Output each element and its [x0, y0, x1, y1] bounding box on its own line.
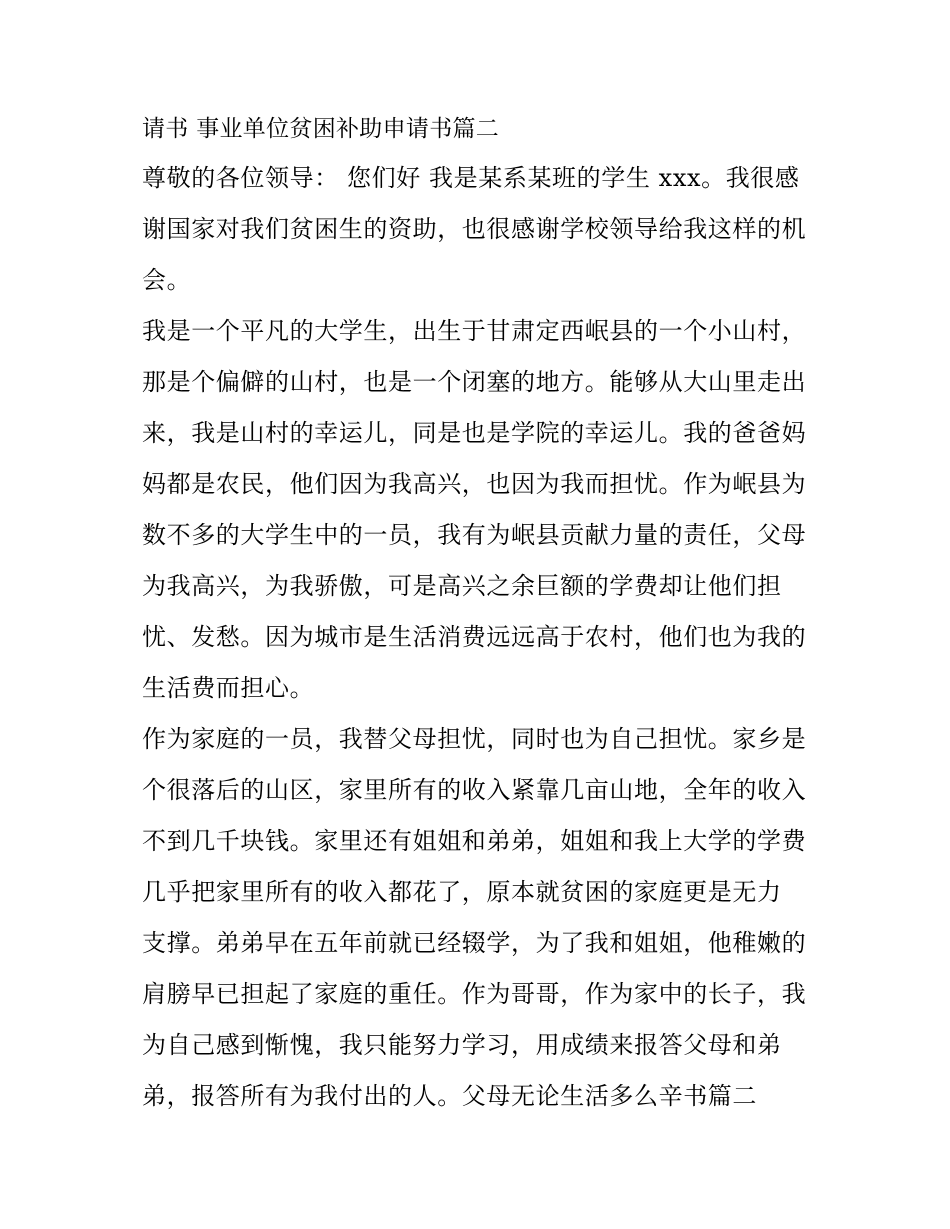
text-line-10: 忧、发愁。因为城市是生活消费远远高于农村，他们也为我的 — [142, 623, 807, 651]
document-body — [142, 108, 822, 1124]
document-title: 请书 事业单位贫困补助申请书篇二 — [142, 116, 500, 142]
text-line-6: 来，我是山村的幸运儿，同是也是学院的幸运儿。我的爸爸妈 — [142, 419, 807, 447]
text-line-11: 生活费而担心。 — [142, 674, 315, 702]
text-line-7: 妈都是农民，他们因为我高兴，也因为我而担忧。作为岷县为 — [142, 470, 807, 498]
text-line-4: 我是一个平凡的大学生，出生于甘肃定西岷县的一个小山村， — [142, 317, 807, 345]
text-line-1: 尊敬的各位领导： 您们好 我是某系某班的学生 xxx。我很感 — [142, 164, 800, 192]
text-line-13: 个很落后的山区，家里所有的收入紧靠几亩山地，全年的收入 — [142, 776, 807, 804]
text-line-14: 不到几千块钱。家里还有姐姐和弟弟，姐姐和我上大学的学费 — [142, 827, 807, 855]
text-line-17: 肩膀早已担起了家庭的重任。作为哥哥，作为家中的长子，我 — [142, 980, 807, 1008]
text-line-3: 会。 — [142, 266, 192, 294]
text-line-12: 作为家庭的一员，我替父母担忧，同时也为自己担忧。家乡是 — [142, 725, 807, 753]
text-line-15: 几乎把家里所有的收入都花了，原本就贫困的家庭更是无力 — [142, 878, 782, 906]
text-line-8: 数不多的大学生中的一员，我有为岷县贡献力量的责任，父母 — [142, 521, 807, 549]
text-line-5: 那是个偏僻的山村，也是一个闭塞的地方。能够从大山里走出 — [142, 368, 807, 396]
text-line-9: 为我高兴，为我骄傲，可是高兴之余巨额的学费却让他们担 — [142, 572, 782, 600]
text-line-16: 支撑。弟弟早在五年前就已经辍学，为了我和姐姐，他稚嫩的 — [142, 929, 807, 957]
text-line-2: 谢国家对我们贫困生的资助，也很感谢学校领导给我这样的机 — [142, 215, 807, 243]
text-line-19: 弟，报答所有为我付出的人。父母无论生活多么辛书篇二 — [142, 1082, 757, 1110]
text-line-18: 为自己感到惭愧，我只能努力学习，用成绩来报答父母和弟 — [142, 1031, 782, 1059]
